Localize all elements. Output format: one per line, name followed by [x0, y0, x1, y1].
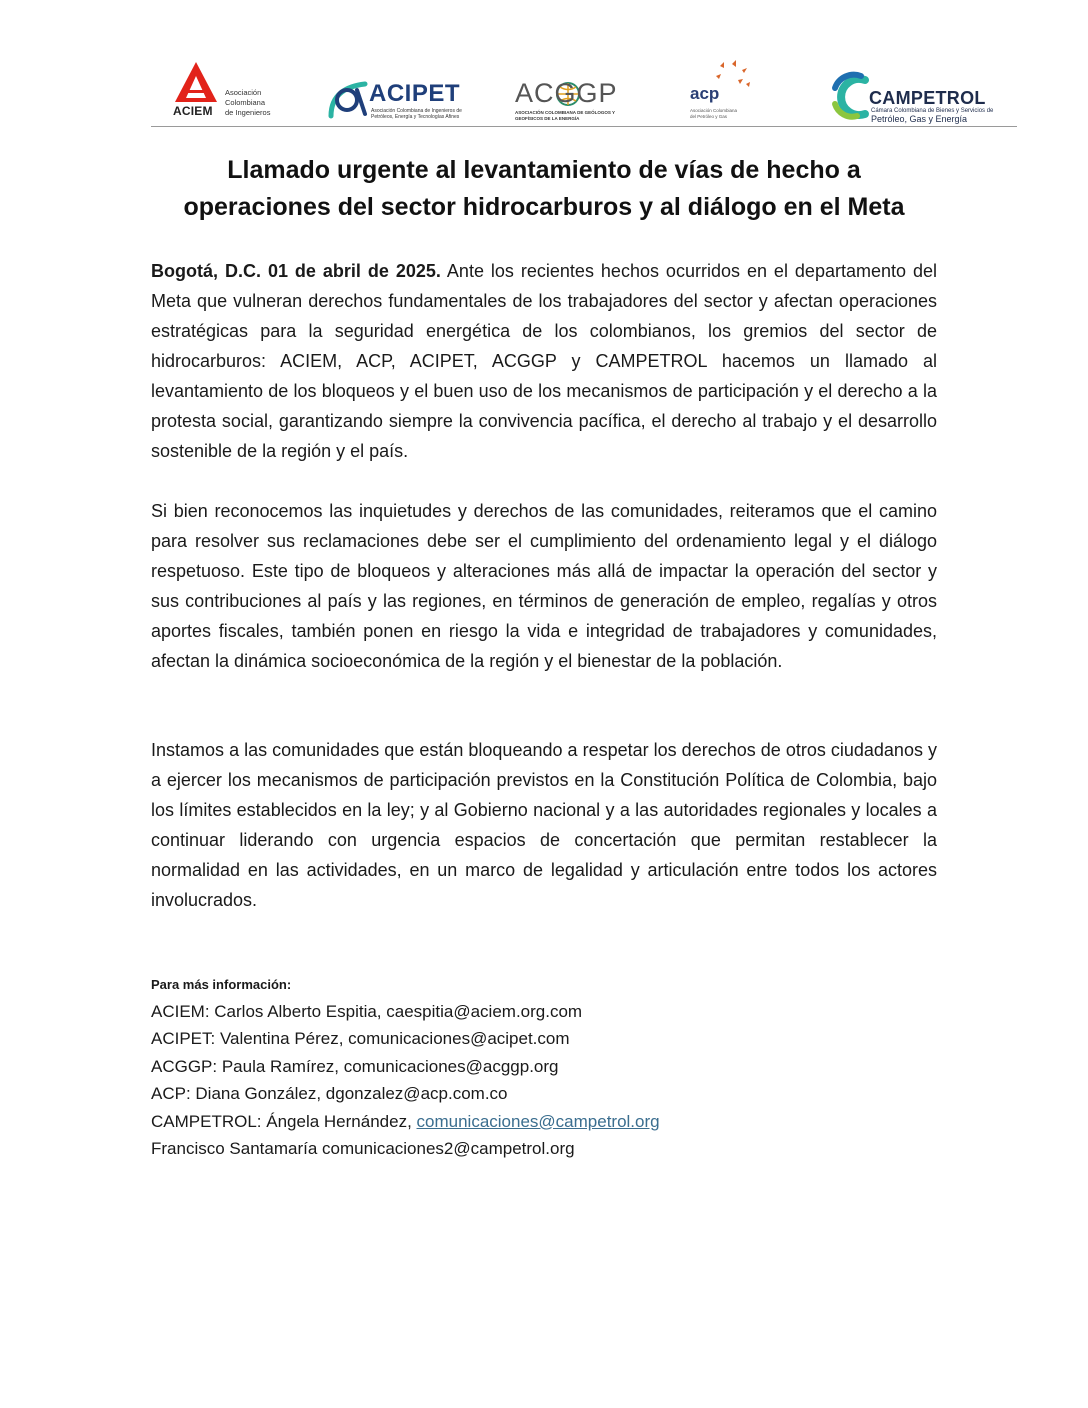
document-title: Llamado urgente al levantamiento de vías de hecho a operaciones del sector hidrocarburos y al diálogo en el Meta	[183, 156, 905, 221]
acp-tagline-1: Asociación Colombiana	[690, 108, 738, 113]
aciem-tagline-1: Asociación	[225, 88, 262, 97]
acipet-wordmark: ACIPET	[369, 80, 461, 107]
contact-line-santamaria: Francisco Santamaría comunicaciones2@campetrol.org	[151, 1139, 575, 1159]
contact-line-acipet: ACIPET: Valentina Pérez, comunicaciones@acipet.com	[151, 1029, 570, 1049]
contact-line-acp: ACP: Diana González, dgonzalez@acp.com.co	[151, 1084, 508, 1104]
aciem-tagline-2: Colombiana	[225, 98, 266, 107]
acp-logo	[686, 58, 756, 126]
aciem-logo	[173, 58, 273, 126]
aciem-wordmark: ACIEM	[173, 104, 213, 118]
acipet-swoosh-icon	[325, 58, 371, 126]
contact-heading: Para más información:	[151, 977, 292, 992]
paragraph-1-body: Ante los recientes hechos ocurridos en el departamento del Meta que vulneran derechos fundamentales de los trabajadores del sector y afectan operaciones estratégicas para la seguridad energética de los colombianos, los gremios del sector de hidrocarburos: ACIEM, ACP, ACIPET, ACGGP y CAMPETROL hacemos un llamado al levantamiento de los bloqueos y el buen uso de los mecanismos de participación y el derecho a la protesta social, garantizando siempre la convivencia pacífica, el derecho al trabajo y el desarrollo sostenible de la región y el país.	[151, 261, 937, 461]
acggp-logo	[513, 58, 625, 126]
acp-tagline-2: del Petróleo y Gas	[690, 114, 728, 119]
acggp-tagline-1: ASOCIACIÓN COLOMBIANA DE GEÓLOGOS Y	[515, 110, 616, 115]
paragraph-3: Instamos a las comunidades que están bloqueando a respetar los derechos de otros ciudadanos y a ejercer los mecanismos de participación previstos en la Constitución Política de Colombia, bajo los límites establecidos en la ley; y al Gobierno nacional y a las autoridades regionales y locales a continuar liderando con urgencia espacios de concertación que permitan restablecer la normalidad en las actividades, en un marco de legalidad y articulación entre todos los actores involucrados.	[151, 740, 937, 910]
acp-wordmark: acp	[690, 84, 720, 103]
paragraph-2: Si bien reconocemos las inquietudes y derechos de las comunidades, reiteramos que el camino para resolver sus reclamaciones debe ser el cumplimiento del ordenamiento legal y el diálogo respetuoso. Este tipo de bloqueos y alteraciones más allá de impactar la operación del sector y sus contribuciones al país y las regiones, en términos de generación de empleo, regalías y otros aportes fiscales, también ponen en riesgo la vida e integridad de trabajadores y comunidades, afectan la dinámica socioeconómica de la región y el bienestar de la población.	[151, 501, 937, 671]
campetrol-email-link[interactable]: comunicaciones@campetrol.org	[416, 1111, 660, 1131]
aciem-tagline-3: de Ingenieros	[225, 108, 271, 117]
campetrol-c-icon	[827, 58, 871, 126]
logo-header	[151, 58, 1017, 126]
contact-line-acggp: ACGGP: Paula Ramírez, comunicaciones@acggp.org	[151, 1056, 559, 1076]
dateline: Bogotá, D.C. 01 de abril de 2025.	[151, 261, 441, 281]
campetrol-contact-name: CAMPETROL: Ángela Hernández,	[151, 1111, 417, 1131]
acipet-tagline-2: Petróleos, Energía y Tecnologías Afines	[371, 114, 460, 120]
header-divider	[151, 126, 1017, 127]
campetrol-wordmark: CAMPETROL	[869, 88, 986, 108]
acggp-wordmark: ACGGP	[515, 78, 618, 108]
aciem-triangle-icon	[173, 58, 219, 104]
campetrol-tagline-1: Cámara Colombiana de Bienes y Servicios de	[871, 108, 994, 114]
acggp-tagline-2: GEOFÍSICOS DE LA ENERGÍA	[515, 116, 580, 121]
acipet-tagline-1: Asociación Colombiana de Ingenieros de	[371, 108, 462, 114]
acipet-logo	[325, 58, 460, 126]
campetrol-tagline-2: Petróleo, Gas y Energía	[871, 114, 968, 124]
paragraph-1	[151, 256, 937, 466]
contact-line-campetrol	[151, 1108, 937, 1135]
campetrol-logo	[827, 58, 1017, 126]
contact-line-aciem: ACIEM: Carlos Alberto Espitia, caespitia@aciem.org.com	[151, 1002, 583, 1021]
contact-section	[151, 975, 937, 1162]
